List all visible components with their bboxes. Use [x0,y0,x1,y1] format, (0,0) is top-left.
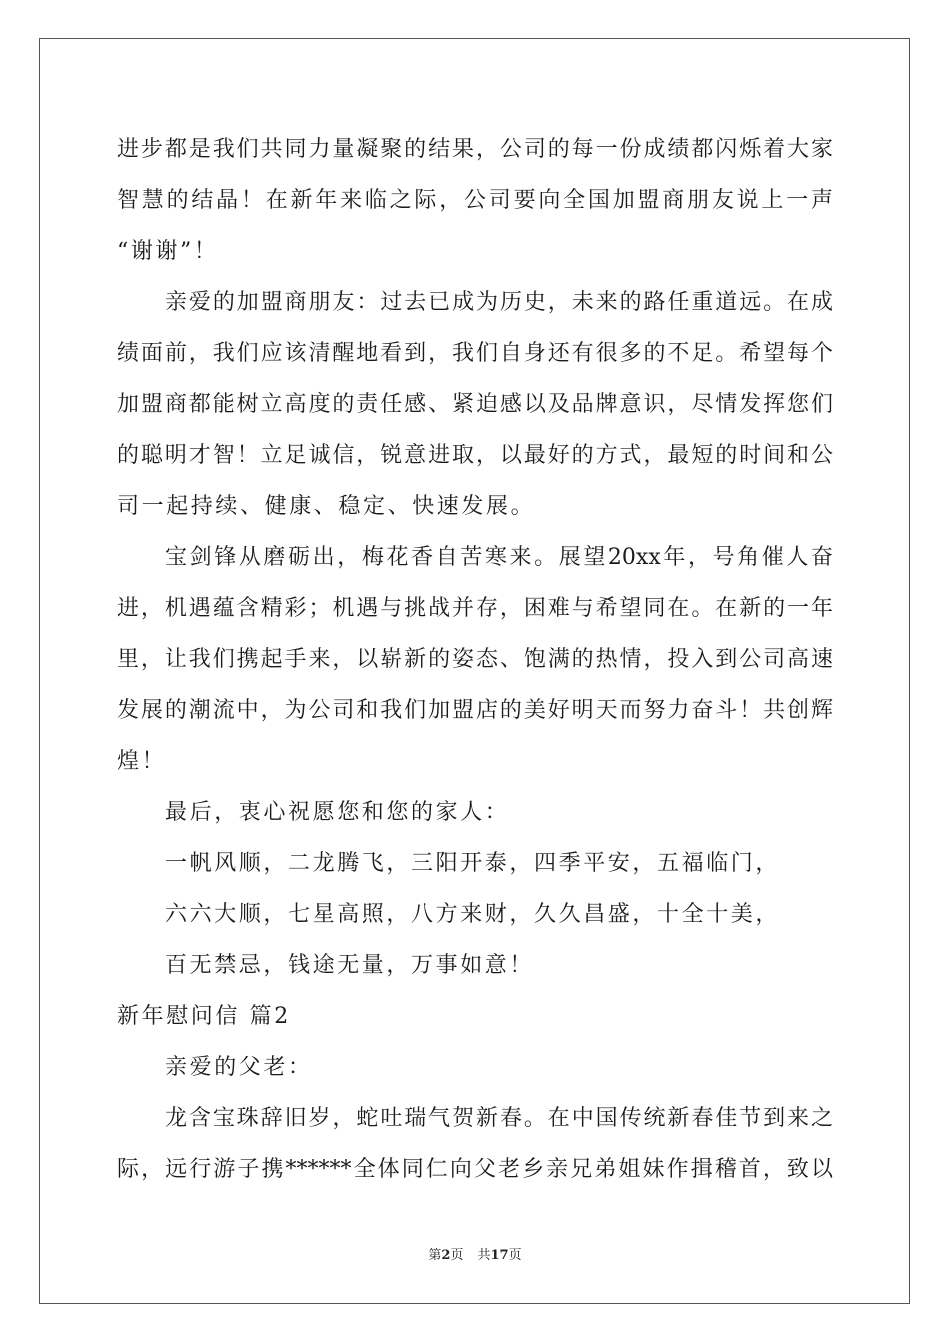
text-line: 司一起持续、健康、稳定、快速发展。 [117,494,536,519]
text-line: 际，远行游子携******全体同仁向父老乡亲兄弟姐妹作揖稽首，致以 [117,1157,833,1182]
text-line: 加盟商都能树立高度的责任感、紧迫感以及品牌意识，尽情发挥您们 [117,392,833,417]
text-line: 龙含宝珠辞旧岁，蛇吐瑞气贺新春。在中国传统新春佳节到来之 [165,1106,833,1131]
text-line: 百无禁忌，钱途无量，万事如意！ [165,953,535,978]
text-line: 发展的潮流中，为公司和我们加盟店的美好明天而努力奋斗！共创辉 [117,698,833,723]
text-line: “谢谢”！ [117,239,219,264]
text-line: 的聪明才智！立足诚信，锐意进取，以最好的方式，最短的时间和公 [117,443,833,468]
text-line: 一帆风顺，二龙腾飞，三阳开泰，四季平安，五福临门， [165,851,781,876]
footer-prefix: 第 [428,1248,442,1263]
footer-total-pages: 17 [490,1248,509,1263]
text-line: 进步都是我们共同力量凝聚的结果，公司的每一份成绩都闪烁着大家 [117,137,833,162]
text-line: 智慧的结晶！在新年来临之际，公司要向全国加盟商朋友说上一声 [117,188,833,213]
document-body [117,124,833,1195]
footer-total-unit: 页 [508,1248,522,1263]
text-line: 里，让我们携起手来，以崭新的姿态、饱满的热情，投入到公司高速 [117,647,833,672]
footer-total-prefix: 共 [477,1248,491,1263]
page-footer [0,1244,950,1263]
text-line: 亲爱的父老： [165,1055,313,1080]
footer-current-page: 2 [441,1248,451,1263]
text-line: 宝剑锋从磨砺出，梅花香自苦寒来。展望20xx年，号角催人奋 [165,545,833,570]
text-line: 最后，衷心祝愿您和您的家人： [165,800,510,825]
text-line: 绩面前，我们应该清醒地看到，我们自身还有很多的不足。希望每个 [117,341,833,366]
footer-page-unit: 页 [450,1248,464,1263]
text-line: 亲爱的加盟商朋友：过去已成为历史，未来的路任重道远。在成 [165,290,833,315]
text-line: 进，机遇蕴含精彩；机遇与挑战并存，困难与希望同在。在新的一年 [117,596,833,621]
text-line: 新年慰问信 篇2 [117,1004,291,1029]
text-line: 六六大顺，七星高照，八方来财，久久昌盛，十全十美， [165,902,781,927]
text-line: 煌！ [117,749,167,774]
